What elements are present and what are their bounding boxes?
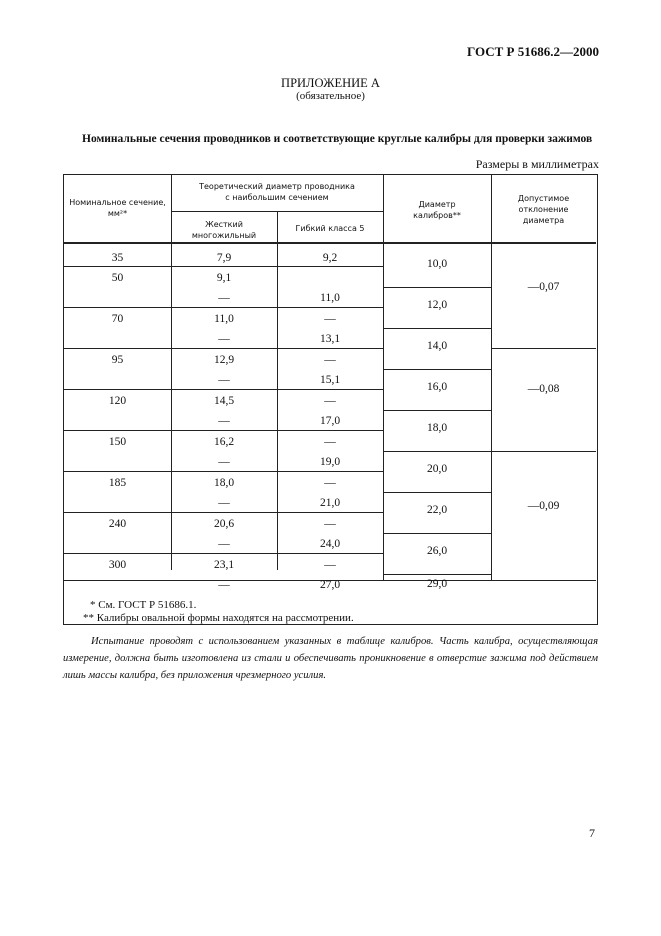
standard-code: ГОСТ Р 51686.2—2000 (467, 44, 599, 59)
flexible-cell: — (324, 518, 336, 530)
flexible-cell: 11,0 (320, 292, 340, 304)
rigid-cell: — (218, 497, 230, 509)
rigid-cell: 9,1 (216, 272, 232, 284)
grid-line (491, 175, 492, 580)
rigid-cell: — (218, 579, 230, 591)
nominal-cell: 150 (108, 436, 127, 448)
rigid-cell: 18,0 (213, 477, 235, 489)
gauge-cell: 12,0 (426, 299, 448, 311)
grid-line (383, 175, 384, 580)
row-line (64, 512, 383, 513)
row-line (64, 307, 383, 308)
header-nominal: Номинальное сечение, мм²* (69, 198, 166, 218)
row-line (64, 471, 383, 472)
gauge-cell: 10,0 (426, 258, 448, 270)
gauge-cell: 20,0 (426, 463, 448, 475)
flexible-cell: — (324, 395, 336, 407)
row-line (491, 348, 596, 349)
flexible-cell: — (324, 313, 336, 325)
rigid-cell: 20,6 (213, 518, 235, 530)
nominal-cell: 70 (111, 313, 124, 325)
nominal-cell: 240 (108, 518, 127, 530)
rigid-cell: — (218, 538, 230, 550)
gauge-cell: 29,0 (426, 578, 448, 590)
rigid-cell: — (218, 456, 230, 468)
rigid-cell: 11,0 (214, 313, 234, 325)
rigid-cell: — (218, 415, 230, 427)
rigid-cell: — (218, 292, 230, 304)
flexible-cell: 17,0 (319, 415, 341, 427)
appendix-subtitle: (обязательное) (296, 90, 365, 102)
row-line (383, 451, 491, 452)
page-number: 7 (589, 826, 595, 840)
row-line (64, 389, 383, 390)
test-note: Испытание проводят с использованием указанных в таблице калибров. Часть калибра, осуществляющая измерение, должна быть изготовлена из стали и обеспечивать проникновение в отверстие зажима под действием лишь массы калибра, без приложения чрезмерного усилия. (63, 636, 598, 681)
footnote: * См. ГОСТ Р 51686.1. (90, 599, 197, 611)
rigid-cell: — (218, 374, 230, 386)
nominal-cell: 95 (111, 354, 124, 366)
flexible-cell: — (324, 354, 336, 366)
gauge-cell: 22,0 (426, 504, 448, 516)
gauge-cell: 18,0 (426, 422, 448, 434)
flexible-cell: 27,0 (319, 579, 341, 591)
header-bottom-line (64, 242, 596, 244)
nominal-cell: 35 (111, 252, 124, 264)
row-line (64, 348, 383, 349)
flexible-cell: 13,1 (319, 333, 341, 345)
flexible-cell: 24,0 (319, 538, 341, 550)
row-line (383, 574, 491, 575)
tolerance-cell: —0,07 (527, 281, 560, 293)
flexible-cell: 9,2 (322, 252, 338, 264)
row-line (383, 369, 491, 370)
calibre-table (63, 174, 598, 625)
nominal-cell: 120 (108, 395, 127, 407)
rigid-cell: 23,1 (213, 559, 235, 571)
nominal-cell: 50 (111, 272, 124, 284)
nominal-cell: 300 (108, 559, 127, 571)
rigid-cell: 12,9 (213, 354, 235, 366)
row-line (383, 287, 491, 288)
header-diameter: Диаметр калибров** (413, 200, 461, 220)
header-tolerance: Допустимое отклонение диаметра (517, 194, 570, 225)
tolerance-cell: —0,08 (527, 383, 560, 395)
header-rigid: Жесткий многожильный (191, 220, 257, 240)
row-line (383, 410, 491, 411)
rigid-cell: 14,5 (213, 395, 235, 407)
row-line (64, 430, 383, 431)
appendix-title: ПРИЛОЖЕНИЕ А (281, 76, 380, 90)
gauge-cell: 16,0 (426, 381, 448, 393)
rigid-cell: — (218, 333, 230, 345)
rigid-cell: 16,2 (213, 436, 235, 448)
row-line (383, 328, 491, 329)
gauge-cell: 26,0 (426, 545, 448, 557)
grid-line (171, 211, 383, 212)
tolerance-cell: —0,09 (527, 500, 560, 512)
row-line (64, 266, 383, 267)
flexible-cell: — (324, 436, 336, 448)
rigid-cell: 7,9 (216, 252, 232, 264)
row-line (491, 451, 596, 452)
footnote: ** Калибры овальной формы находятся на рассмотрении. (83, 612, 354, 624)
units-caption: Размеры в миллиметрах (475, 157, 599, 171)
flexible-cell: 15,1 (319, 374, 341, 386)
flexible-cell: — (324, 477, 336, 489)
row-line (383, 533, 491, 534)
flexible-cell: 19,0 (319, 456, 341, 468)
flexible-cell: 21,0 (319, 497, 341, 509)
header-flexible: Гибкий класса 5 (295, 224, 365, 233)
row-line (64, 553, 383, 554)
nominal-cell: 185 (108, 477, 127, 489)
grid-line (277, 211, 278, 570)
header-theoretical: Теоретический диаметр проводника с наибольшим сечением (199, 182, 355, 202)
table-title: Номинальные сечения проводников и соответствующие круглые калибры для проверки зажимов (82, 133, 593, 145)
gauge-cell: 14,0 (426, 340, 448, 352)
row-line (383, 492, 491, 493)
flexible-cell: — (324, 559, 336, 571)
